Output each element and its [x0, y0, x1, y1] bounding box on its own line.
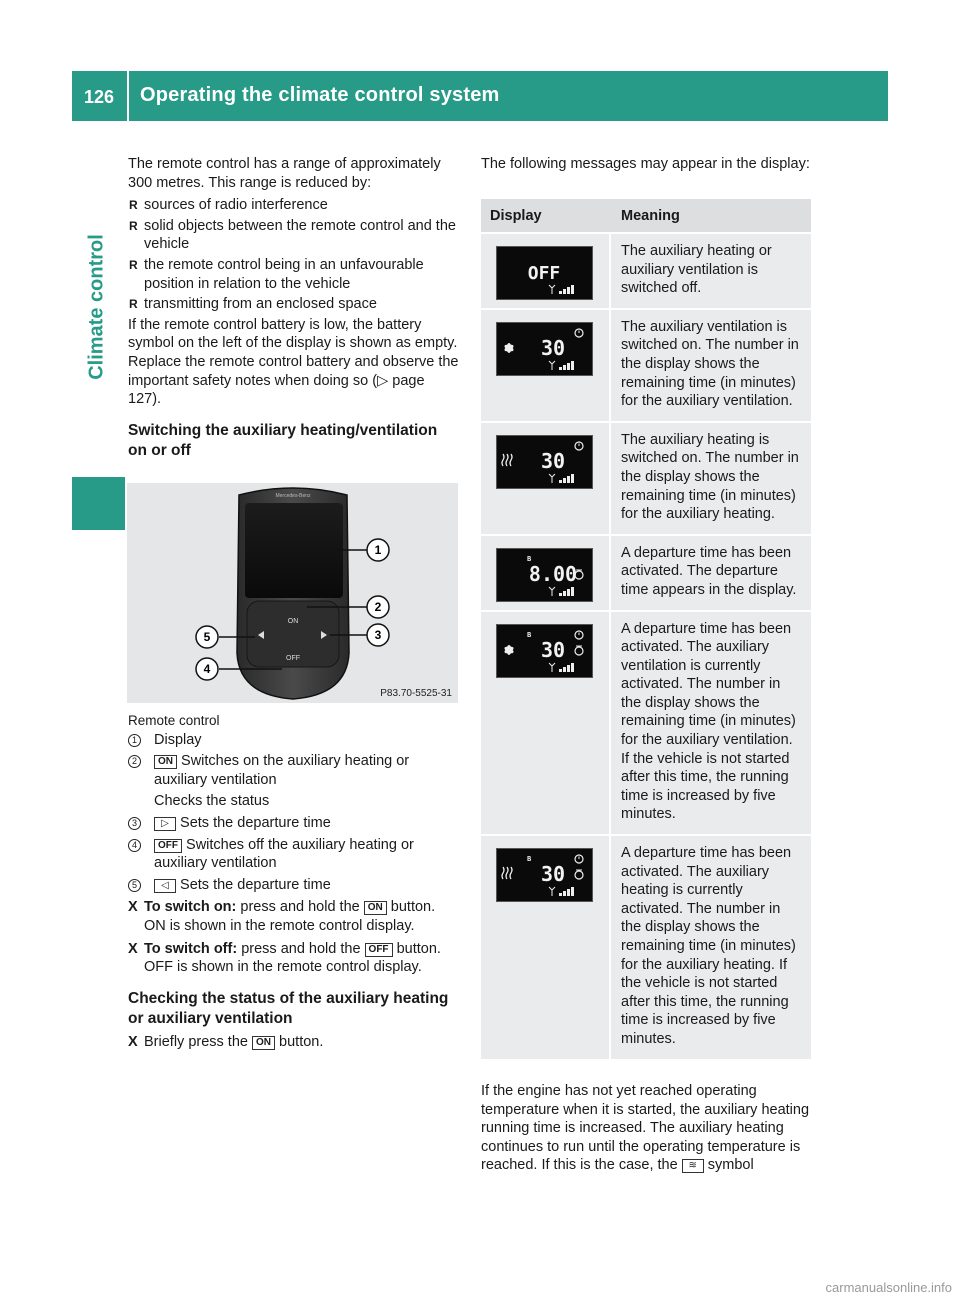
step-text: press and hold the — [240, 899, 360, 916]
legend-number: 5 — [128, 879, 141, 892]
remote-brand-text: Mercedes-Benz — [275, 493, 311, 499]
step-label: To switch on: — [144, 899, 237, 916]
meaning-cell — [611, 423, 811, 534]
legend-item-5 — [128, 876, 463, 895]
right-arrow-key-icon: ▷ — [154, 817, 176, 831]
page-number: 126 — [84, 87, 115, 107]
meaning-text: A departure time has been activated. The auxiliary ventilation is currently activated. The number in the display shows the remaining time (in minutes) for the auxiliary ventilation. If the vehicle is not started after this time, the running time is increased by five minutes. — [621, 620, 796, 823]
on-key-icon: ON — [154, 755, 177, 769]
meaning-text: A departure time has been activated. The auxiliary heating is currently activated. The number in the display shows the remaining time (in minutes) for the auxiliary heating. If the vehicle is not started after this time, the running time is increased by five minutes. — [621, 845, 796, 1047]
outro-text: If the engine has not yet reached operating temperature when it is started, the auxiliary heating running time is increased. The auxiliary heating continues to run until the operating temperature is reached. If this is the case, the — [481, 1083, 810, 1174]
callout-4: 4 — [203, 662, 211, 676]
fan-icon — [503, 343, 514, 353]
heating-symbol-icon: ≋ — [682, 1159, 704, 1173]
table-row — [481, 610, 811, 835]
legend-text: Switches on the auxiliary heating or auxiliary ventilation — [154, 753, 410, 788]
fan-icon — [503, 645, 514, 655]
signal-strength-icon — [549, 887, 574, 896]
section-heading-checking: Checking the status of the auxiliary heating or auxiliary ventilation — [128, 989, 449, 1027]
signal-strength-icon — [549, 285, 574, 294]
departure-time-marker: B — [527, 856, 532, 865]
left-column — [128, 155, 460, 461]
meaning-cell — [611, 310, 811, 421]
step-text-after: button. — [279, 1033, 324, 1050]
section-marker-block — [72, 477, 125, 530]
bullet-item: R solid objects between the remote control and the vehicle — [128, 217, 460, 254]
off-key-icon: OFF — [154, 839, 182, 853]
signal-strength-icon — [549, 587, 574, 596]
display-readout: 30 — [540, 335, 566, 360]
section-side-label: Climate control — [85, 234, 108, 380]
step-switch-on — [128, 898, 463, 935]
column-header-display: Display — [490, 208, 542, 224]
signal-strength-icon — [549, 361, 574, 370]
off-key-icon: OFF — [365, 943, 393, 957]
signal-strength-icon — [549, 474, 574, 483]
legend-text: Switches off the auxiliary heating or auxiliary ventilation — [154, 836, 414, 872]
table-row — [481, 421, 811, 534]
remote-display-image — [496, 435, 593, 489]
legend-item-4 — [128, 836, 463, 873]
step-result: OFF is shown in the remote control display. — [144, 959, 422, 976]
meaning-text: The auxiliary heating is switched on. The number in the display shows the remaining time (in minutes) for the auxiliary heating. — [621, 431, 799, 523]
signal-strength-icon — [549, 663, 574, 672]
legend-item-1 — [128, 731, 463, 750]
meaning-cell — [611, 612, 811, 835]
right-intro — [481, 155, 811, 174]
bullet-item: R the remote control being in an unfavourable position in relation to the vehicle — [128, 256, 460, 293]
meaning-cell — [611, 836, 811, 1059]
alarm-timer-icon — [575, 646, 583, 655]
on-key-icon: ON — [252, 1036, 275, 1050]
callout-3: 3 — [374, 628, 382, 642]
callout-5: 5 — [203, 630, 211, 644]
display-readout: 8.00 — [528, 561, 578, 586]
meaning-cell — [611, 536, 811, 610]
display-cell — [481, 234, 609, 308]
legend-text: Display — [154, 731, 202, 748]
step-label: To switch off: — [144, 940, 238, 957]
bullet-item: R transmitting from an enclosed space — [128, 295, 460, 314]
step-text: Briefly press the — [144, 1033, 248, 1050]
column-header-meaning: Meaning — [621, 208, 680, 224]
legend-item-2b — [128, 792, 463, 811]
outro-text-end: symbol — [707, 1157, 754, 1174]
step-text-after: button. — [390, 899, 436, 916]
header-divider — [127, 71, 129, 121]
heating-icon — [502, 454, 512, 466]
remote-control-illustration — [127, 483, 458, 703]
display-cell — [481, 836, 609, 1059]
legend-number: 4 — [128, 839, 141, 852]
step-text-after: button. — [396, 940, 441, 957]
legend-text: Sets the departure time — [180, 814, 331, 831]
clock-icon — [575, 855, 583, 863]
legend-text: Checks the status — [154, 793, 270, 810]
clock-icon — [575, 631, 583, 639]
display-readout: 30 — [540, 637, 566, 662]
table-header-row — [481, 199, 811, 232]
battery-note-end: ). — [152, 391, 162, 408]
remote-display-image — [496, 548, 593, 602]
battery-note-text: If the remote control battery is low, the battery symbol on the left of the display is shown as empty. Replace the remote control battery and observe the important safety notes when doing so ( — [128, 316, 459, 389]
legend-number: 1 — [128, 734, 141, 747]
remote-control-figure — [127, 483, 458, 703]
heating-icon — [502, 867, 512, 879]
meaning-text: A departure time has been activated. The departure time appears in the display. — [621, 544, 797, 598]
display-cell — [481, 536, 609, 610]
table-row — [481, 834, 811, 1059]
legend-item-2 — [128, 752, 463, 789]
display-cell — [481, 423, 609, 534]
legend-text: Sets the departure time — [180, 876, 331, 893]
legend-number: 2 — [128, 755, 141, 768]
battery-note — [128, 316, 460, 409]
remote-off-label: OFF — [286, 655, 300, 662]
alarm-timer-icon — [575, 870, 583, 879]
page-ref-arrow-icon: ▷ — [377, 372, 389, 389]
step-check-status — [128, 1033, 463, 1052]
remote-display-image — [496, 246, 593, 300]
display-readout: 30 — [540, 448, 566, 473]
step-text: press and hold the — [241, 940, 361, 957]
remote-on-label: ON — [287, 618, 299, 625]
clock-icon — [575, 329, 583, 337]
on-key-icon: ON — [364, 901, 387, 915]
display-cell — [481, 612, 609, 835]
outro-paragraph — [481, 1082, 813, 1175]
display-readout: 30 — [540, 862, 566, 887]
step-arrow-icon: X — [128, 1033, 138, 1050]
remote-display-image — [496, 624, 593, 678]
page-title: Operating the climate control system — [140, 84, 500, 106]
step-result: ON is shown in the remote control display. — [144, 917, 415, 934]
remote-display-image — [496, 848, 593, 902]
step-switch-off — [128, 940, 463, 977]
clock-icon — [575, 442, 583, 450]
section-heading-switching: Switching the auxiliary heating/ventilation on or off — [128, 421, 438, 459]
display-cell — [481, 310, 609, 421]
right-outro — [481, 1082, 813, 1175]
callout-2: 2 — [374, 600, 382, 614]
departure-time-marker: B — [527, 631, 532, 640]
departure-time-marker: B — [527, 555, 532, 564]
legend-item-3 — [128, 814, 463, 833]
bullet-item: R sources of radio interference — [128, 196, 460, 215]
remote-display-image — [496, 322, 593, 376]
figure-reference: P83.70-5525-31 — [380, 688, 452, 699]
meaning-cell — [611, 234, 811, 308]
meaning-text: The auxiliary heating or auxiliary ventilation is switched off. — [621, 243, 772, 297]
watermark: carmanualsonline.info — [825, 1280, 952, 1296]
table-row — [481, 308, 811, 421]
page-ref-link[interactable]: page 127 — [128, 372, 425, 408]
left-arrow-key-icon: ◁ — [154, 879, 176, 893]
figure-caption: Remote control — [128, 713, 220, 728]
meaning-text: The auxiliary ventilation is switched on. The number in the display shows the remaining time (in minutes) for the auxiliary ventilation. — [621, 318, 799, 410]
left-column-lower — [128, 712, 463, 1051]
intro-paragraph: The remote control has a range of approximately 300 metres. This range is reduced by: — [128, 156, 441, 191]
step-arrow-icon: X — [128, 899, 138, 916]
table-row — [481, 232, 811, 308]
display-readout: OFF — [527, 263, 561, 284]
table-row — [481, 534, 811, 610]
display-messages-table — [481, 199, 811, 1059]
legend-number: 3 — [128, 817, 141, 830]
step-arrow-icon: X — [128, 940, 138, 957]
table-intro: The following messages may appear in the display: — [481, 156, 810, 172]
callout-1: 1 — [374, 543, 382, 557]
